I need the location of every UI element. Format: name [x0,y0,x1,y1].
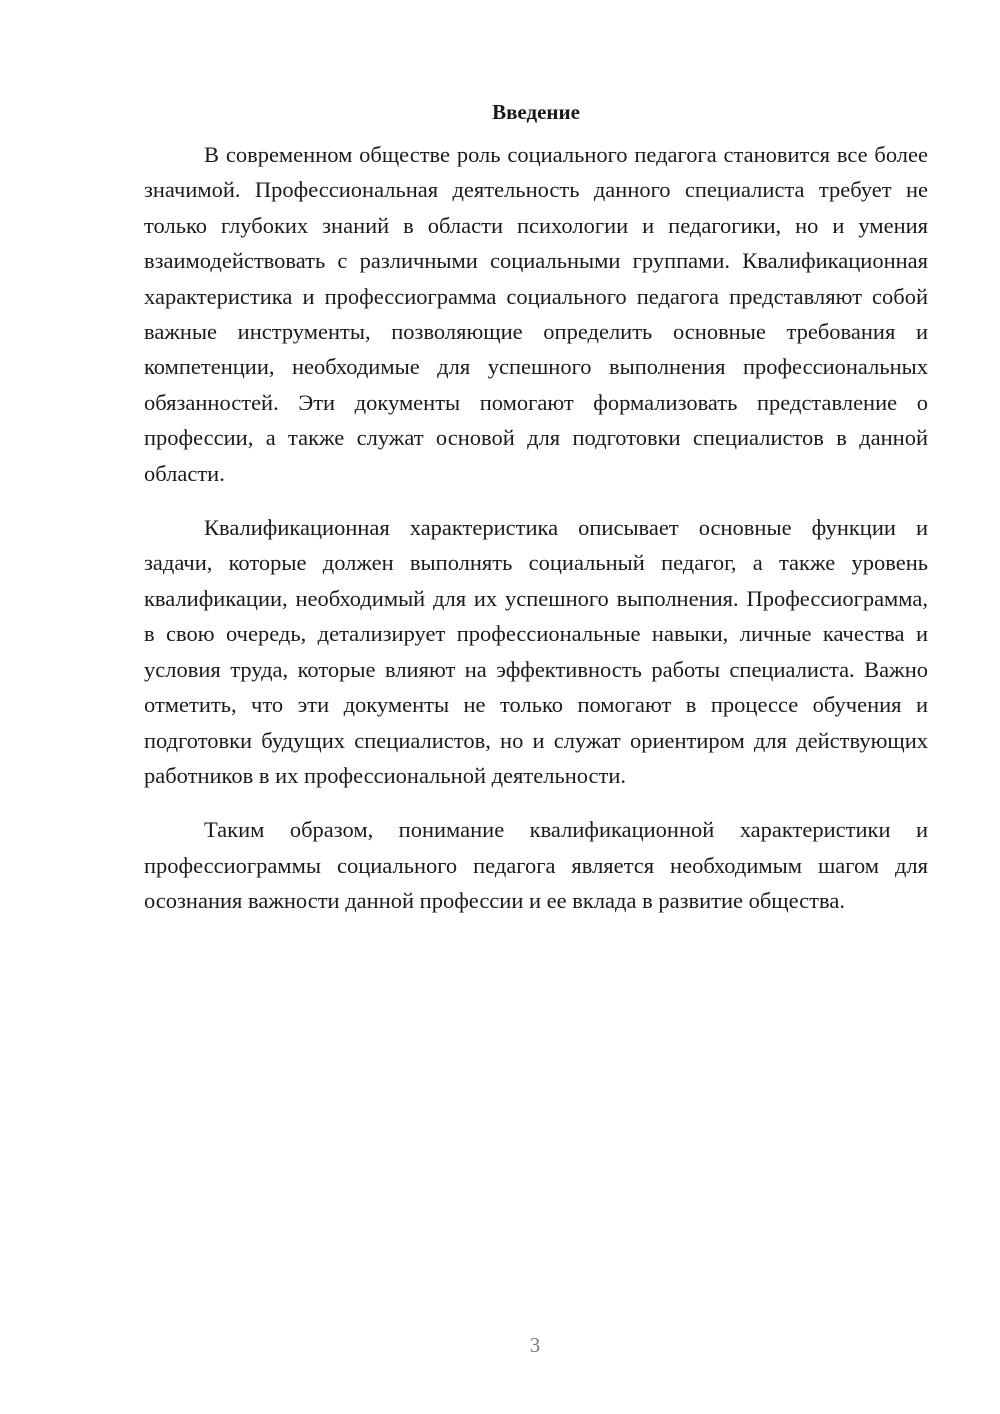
section-title: Введение [492,100,580,124]
page-content [144,97,928,938]
paragraph-3: Таким образом, понимание квалификационной характеристики и профессиограммы социального педагога является необходимым шагом для осознания важности данной профессии и ее вклада в развитие общества. [144,817,928,914]
paragraph-1: В современном обществе роль социального педагога становится все более значимой. Профессиональная деятельность данного специалиста требует не только глубоких знаний в области психологии и педагогики, но и умения взаимодействовать с различными социальными группами. Квалификационная характеристика и профессиограмма социального педагога представляют собой важные инструменты, позволяющие определить основные требования и компетенции, необходимые для успешного выполнения профессиональных обязанностей. Эти документы помогают формализовать представление о профессии, а также служат основой для подготовки специалистов в данной области. [144,142,928,486]
paragraph-2: Квалификационная характеристика описывает основные функции и задачи, которые должен выполнять социальный педагог, а также уровень квалификации, необходимый для их успешного выполнения. Профессиограмма, в свою очередь, детализирует профессиональные навыки, личные качества и условия труда, которые влияют на эффективность работы специалиста. Важно отметить, что эти документы не только помогают в процессе обучения и подготовки будущих специалистов, но и служат ориентиром для действующих работников в их профессиональной деятельности. [144,515,928,788]
page-number: 3 [529,1333,541,1357]
